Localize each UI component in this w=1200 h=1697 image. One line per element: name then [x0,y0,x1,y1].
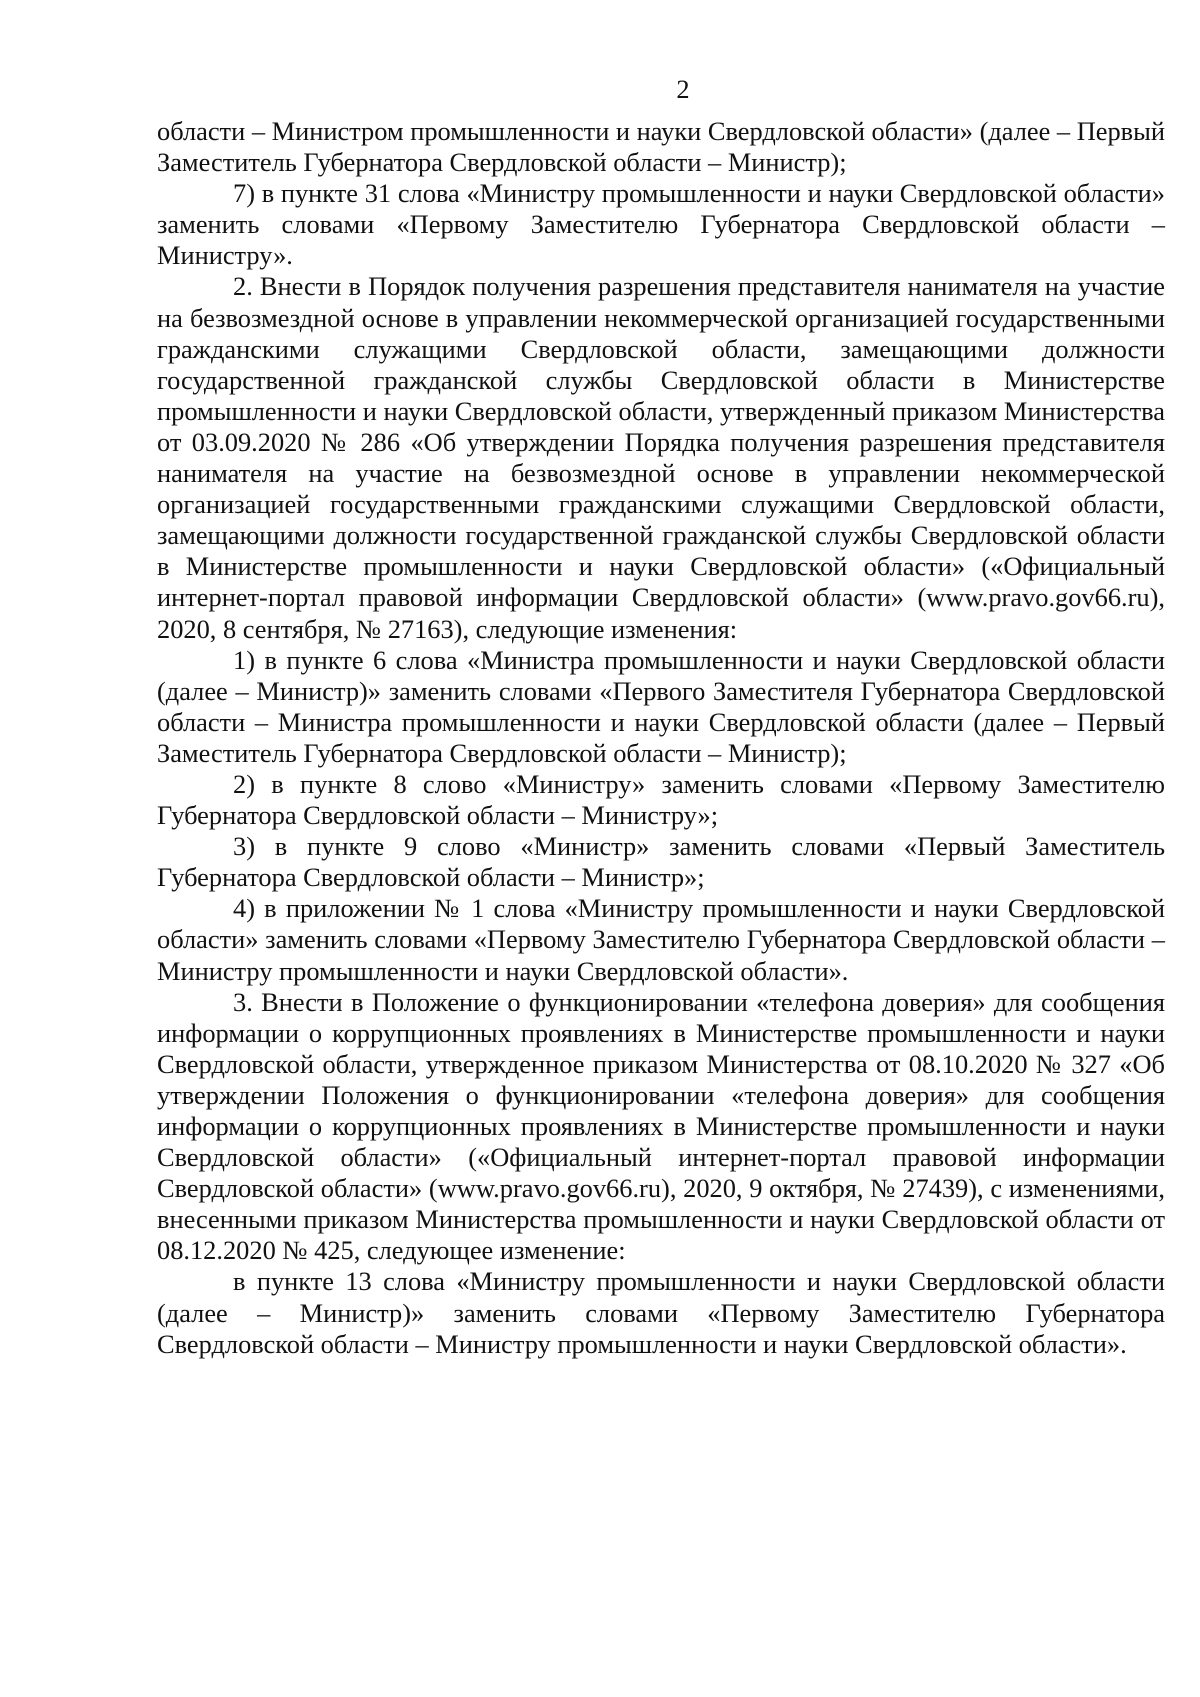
document-body [157,116,1165,1360]
paragraph-section-2-item-2: 2) в пункте 8 слово «Министру» заменить словами «Первому Заместителю Губернатора Свердловской области – Министру»; [157,768,1165,831]
paragraph-section-2-item-3: 3) в пункте 9 слово «Министр» заменить словами «Первый Заместитель Губернатора Свердловской области – Министр»; [157,831,1165,893]
paragraph-item-7: 7) в пункте 31 слова «Министру промышленности и науки Свердловской области» заменить словами «Первому Заместителю Губернатора Свердловской области – Министру». [157,178,1165,271]
page-number: 2 [676,74,690,104]
paragraph-section-2-item-4: 4) в приложении № 1 слова «Министру промышленности и науки Свердловской области» заменить словами «Первому Заместителю Губернатора Свердловской области – Министру промышленности и науки Свердловской области». [157,893,1165,986]
paragraph-section-2: 2. Внести в Порядок получения разрешения представителя нанимателя на участие на безвозмездной основе в управлении некоммерческой организацией государственными гражданскими служащими Свердловской области, замещающими должности государственной гражданской службы Свердловской области в Министерстве промышленности и науки Свердловской области, утвержденный приказом Министерства от 03.09.2020 № 286 «Об утверждении Порядка получения разрешения представителя нанимателя на участие на безвозмездной основе в управлении некоммерческой организацией государственными гражданскими служащими Свердловской области, замещающими должности государственной гражданской службы Свердловской области в Министерстве промышленности и науки Свердловской области» («Официальный интернет-портал правовой информации Свердловской области» (www.pravo.gov66.ru), 2020, 8 сентября, № 27163), следующие изменения: [157,271,1165,644]
paragraph-section-2-item-1: 1) в пункте 6 слова «Министра промышленности и науки Свердловской области (далее – Министр)» заменить словами «Первого Заместителя Губернатора Свердловской области – Министра промышленности и науки Свердловской области (далее – Первый Заместитель Губернатора Свердловской области – Министр); [157,644,1165,768]
paragraph-section-3: 3. Внести в Положение о функционировании «телефона доверия» для сообщения информации о коррупционных проявлениях в Министерстве промышленности и науки Свердловской области, утвержденное приказом Министерства от 08.10.2020 № 327 «Об утверждении Положения о функционировании «телефона доверия» для сообщения информации о коррупционных проявлениях в Министерстве промышленности и науки Свердловской области» («Официальный интернет-портал правовой информации Свердловской области» (www.pravo.gov66.ru), 2020, 9 октября, № 27439), с изменениями, внесенными приказом Министерства промышленности и науки Свердловской области от 08.12.2020 № 425, следующее изменение: [157,986,1165,1266]
paragraph-continuation: области – Министром промышленности и науки Свердловской области» (далее – Первый Заместитель Губернатора Свердловской области – Министр); [157,116,1165,178]
paragraph-section-3-change: в пункте 13 слова «Министру промышленности и науки Свердловской области (далее – Министр)» заменить словами «Первому Заместителю Губернатора Свердловской области – Министру промышленности и науки Свердловской области». [157,1266,1165,1359]
